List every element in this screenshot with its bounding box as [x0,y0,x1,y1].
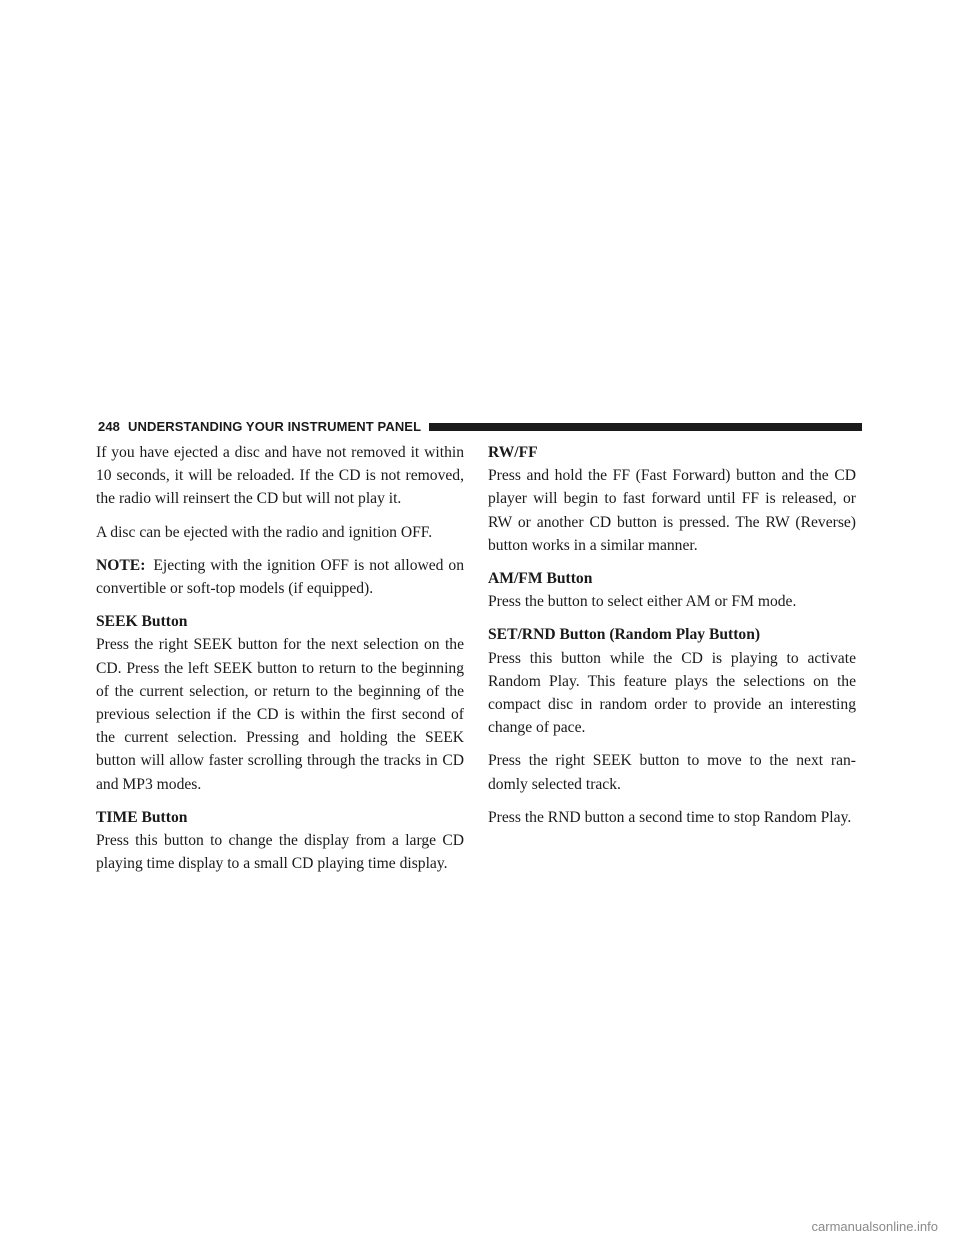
set-rnd-button-text: Press this button while the CD is playing to activate Random Play. This feature plays the selections on the compact disc in random order to provide an interesting change of pace. [488,649,856,737]
note-label: NOTE: [96,556,146,574]
page-header [98,415,862,437]
time-button-heading: TIME Button [96,808,188,826]
eject-reload-paragraph: If you have ejected a disc and have not removed it within 10 seconds, it will be reloaded. If the CD is not removed, the radio will reinsert the CD but will not play it. [96,444,464,508]
seek-button-text: Press the right SEEK button for the next selection on the CD. Press the left SEEK button to return to the beginning of the current selection, or return to the beginning of the previous selection if the CD is within the first second of the current selection. Pressing and holding the SEEK button will allow faster scrolling through the tracks in CD and MP3 modes. [96,636,464,793]
page-number: 248 [98,418,120,434]
rnd-stop-text: Press the RND button a second time to stop Random Play. [488,808,852,826]
rwff-text: Press and hold the FF (Fast Forward) button and the CD player will begin to fast forward until FF is released, or RW or another CD button is pressed. The RW (Reverse) button works in a similar manner. [488,467,856,554]
time-button-text: Press this button to change the display from a large CD playing time display to a small CD playing time display. [96,832,464,873]
header-rule [429,423,862,431]
rwff-heading: RW/FF [488,444,538,461]
left-column [96,441,464,885]
watermark-link[interactable]: carmanualsonline.info [811,1219,938,1234]
eject-off-paragraph: A disc can be ejected with the radio and ignition OFF. [96,523,433,541]
rnd-seek-text: Press the right SEEK button to move to the next ran-domly selected track. [488,752,856,793]
seek-button-heading: SEEK Button [96,613,188,631]
note-paragraph [96,554,464,600]
note-text: Ejecting with the ignition OFF is not allowed on convertible or soft-top models (if equipped). [96,556,464,598]
amfm-button-heading: AM/FM Button [488,570,593,588]
set-rnd-button-heading: SET/RND Button (Random Play Button) [488,626,761,644]
amfm-button-text: Press the button to select either AM or FM mode. [488,593,797,611]
section-title: UNDERSTANDING YOUR INSTRUMENT PANEL [128,418,422,434]
right-column [488,441,856,839]
